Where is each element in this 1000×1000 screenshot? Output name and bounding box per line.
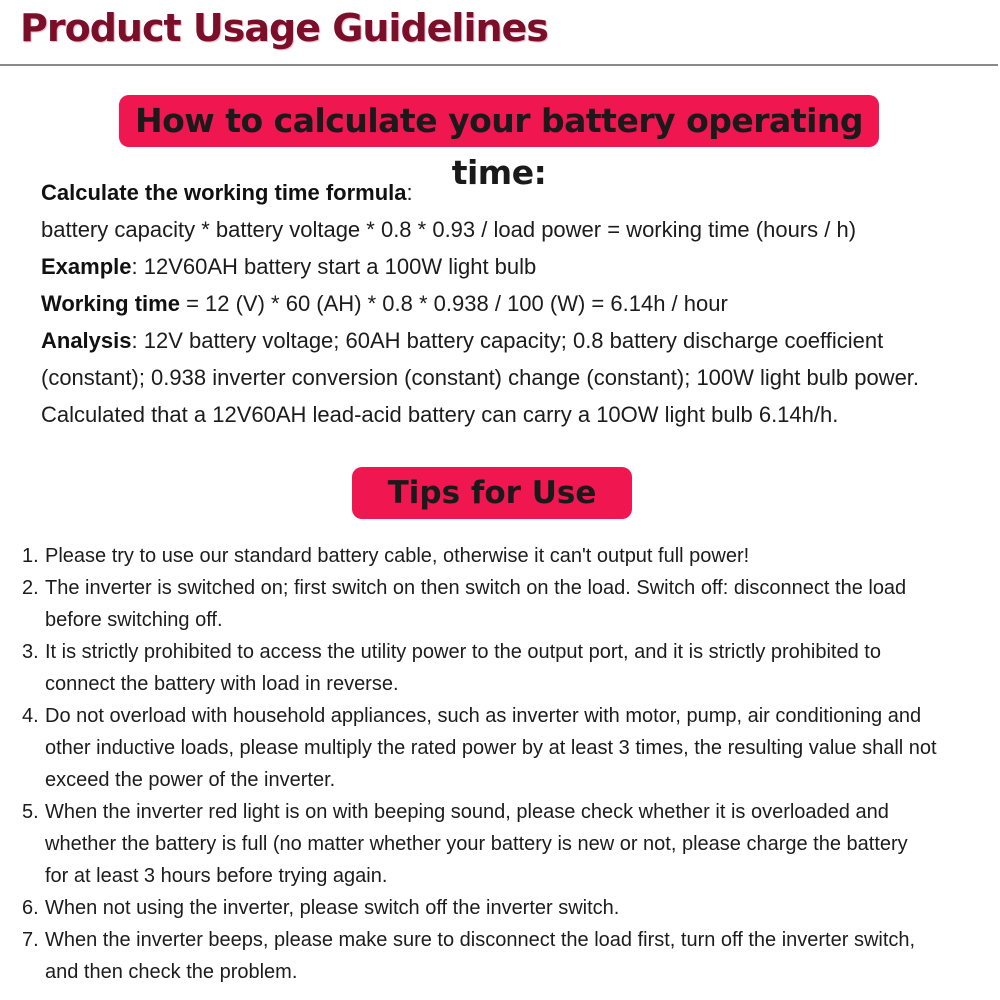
analysis-continued: (constant); 0.938 inverter conversion (constant) change (constant); 100W light bulb power. [41, 365, 920, 390]
example-label: Example [41, 254, 132, 279]
analysis-line [41, 322, 971, 359]
tip-line: It is strictly prohibited to access the utility power to the output port, and it is strictly prohibited to [45, 641, 881, 663]
analysis-text: : 12V battery voltage; 60AH battery capacity; 0.8 battery discharge coefficient [131, 328, 884, 353]
tip-line: Do not overload with household appliances, such as inverter with motor, pump, air conditioning and [45, 705, 922, 727]
formula-label-colon: : [406, 180, 413, 205]
title-divider [0, 64, 998, 66]
tip-line: other inductive loads, please multiply the rated power by at least 3 times, the resulting value shall not [45, 737, 937, 759]
tip-item [22, 796, 982, 892]
formula-section [41, 174, 971, 433]
tip-item [22, 892, 982, 924]
example-line [41, 248, 971, 285]
formula-label-line [41, 174, 971, 211]
tip-line: The inverter is switched on; first switch on then switch on the load. Switch off: disconnect the load [45, 577, 907, 599]
tip-number: 1. [22, 545, 39, 567]
working-time-text: = 12 (V) * 60 (AH) * 0.8 * 0.938 / 100 (W) = 6.14h / hour [179, 291, 728, 316]
tip-number: 3. [22, 641, 39, 663]
working-time-line [41, 285, 971, 322]
tip-line: When the inverter beeps, please make sure to disconnect the load first, turn off the inverter switch, [45, 929, 916, 951]
tip-item [22, 700, 982, 796]
tip-number: 7. [22, 929, 39, 951]
tip-line: Please try to use our standard battery cable, otherwise it can't output full power! [45, 545, 750, 567]
tip-number: 6. [22, 897, 39, 919]
example-text: : 12V60AH battery start a 100W light bulb [131, 254, 537, 279]
tip-number: 4. [22, 705, 39, 727]
tip-number: 2. [22, 577, 39, 599]
tip-item [22, 636, 982, 700]
tip-line: connect the battery with load in reverse. [45, 673, 399, 695]
analysis-label: Analysis [41, 328, 132, 353]
tip-line: before switching off. [45, 609, 223, 631]
formula-text: battery capacity * battery voltage * 0.8 * 0.93 / load power = working time (hours / h) [41, 217, 857, 242]
tips-list [22, 540, 982, 988]
working-time-label: Working time [41, 291, 180, 316]
tip-line: When not using the inverter, please switch off the inverter switch. [45, 897, 620, 919]
conclusion-text: Calculated that a 12V60AH lead-acid battery can carry a 10OW light bulb 6.14h/h. [41, 402, 839, 427]
tips-heading-banner: Tips for Use [352, 467, 632, 519]
tip-item [22, 924, 982, 988]
tip-line: and then check the problem. [45, 961, 298, 983]
tip-line: When the inverter red light is on with beeping sound, please check whether it is overloaded and [45, 801, 889, 823]
tip-line: exceed the power of the inverter. [45, 769, 336, 791]
tip-item [22, 572, 982, 636]
tip-number: 5. [22, 801, 39, 823]
formula-label: Calculate the working time formula [41, 180, 407, 205]
page-title: Product Usage Guidelines [20, 6, 548, 50]
tip-line: whether the battery is full (no matter whether your battery is new or not, please charge the battery [45, 833, 908, 855]
tip-item [22, 540, 982, 572]
calculation-heading-banner: How to calculate your battery operating time: [119, 95, 879, 147]
tip-line: for at least 3 hours before trying again. [45, 865, 388, 887]
